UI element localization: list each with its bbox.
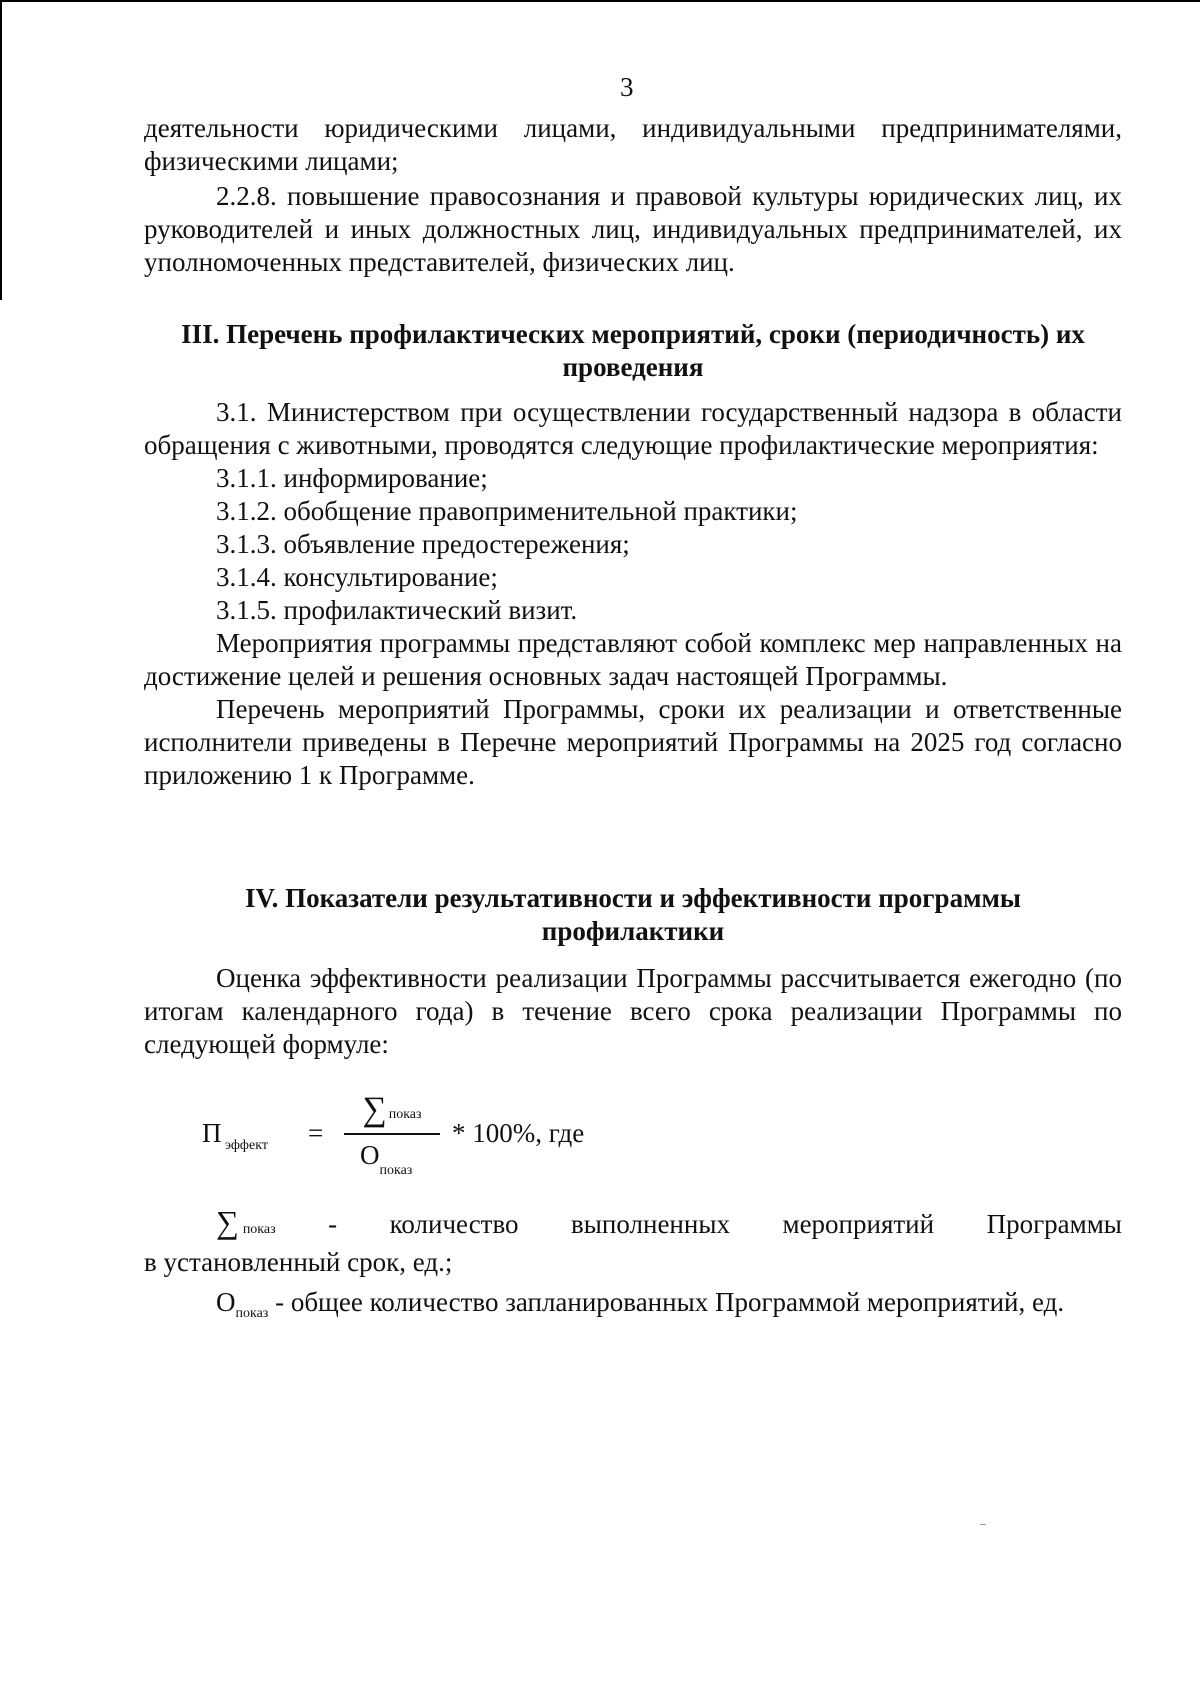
scan-border-top [0,0,1200,2]
intro-line-2: физическими лицами; [144,146,399,176]
intro-line-1: деятельности юридическими лицами, индивидуальными предпринимателями, [144,113,1122,143]
definition-word: количество [389,1209,519,1239]
sum-symbol: ∑ [216,1204,239,1240]
formula-equals: = [308,1118,324,1148]
formula-numerator [342,1090,442,1130]
list-item: 3.1.3. объявление предостережения; [216,529,630,559]
paragraph-measures: Мероприятия программы представляют собой комплекс мер направленных на достижение целей и решения основных задач настоящей Программы. [144,628,1122,691]
list-item: 3.1.5. профилактический визит. [216,595,578,625]
formula-tail: * 100%, где [452,1118,585,1148]
definition-word: мероприятий [782,1209,935,1239]
list-item: 3.1.1. информирование; [216,463,488,493]
definition-sum-line-1 [144,1206,1122,1246]
definition-planned-subscript: показ [235,1306,269,1321]
definition-sum [144,1206,1122,1279]
section-4-heading-line-1: IV. Показатели результативности и эффективности программы [245,883,1021,913]
definition-sum-symbol-group [144,1206,276,1246]
scan-artifact [980,1524,986,1525]
definition-planned-text [144,1286,1122,1324]
formula-denominator-letter: О [360,1140,380,1170]
definition-word: Программы [986,1209,1122,1239]
definition-sum-line-2: в установленный срок, ед.; [144,1247,453,1277]
definition-word: выполненных [571,1209,730,1239]
page-number: 3 [620,72,634,102]
sum-symbol: ∑ [362,1091,387,1128]
formula-lhs: П [202,1118,222,1148]
list-item: 3.1.4. консультирование; [216,562,498,592]
fraction-bar [344,1133,440,1135]
formula-denominator [360,1138,412,1178]
definition-planned-body: - общее количество запланированных Программой мероприятий, ед. [268,1287,1065,1317]
paragraph-evaluation: Оценка эффективности реализации Программы рассчитывается ежегодно (по итогам календарного года) в течение всего срока реализации Программы по следующей формуле: [144,963,1122,1059]
definition-sum-subscript: показ [242,1222,276,1237]
paragraph-3-1: 3.1. Министерством при осуществлении государственный надзора в области обращения с животными, проводятся следующие профилактические мероприятия: [144,397,1122,460]
section-3-heading-line-2: проведения [562,352,704,382]
scan-border-left [0,0,2,300]
section-3-heading-line-1: III. Перечень профилактических мероприятий, сроки (периодичность) их [181,319,1085,349]
section-3-body [144,396,1122,792]
intro-block [144,112,1122,279]
section-4-heading [144,882,1122,948]
section-4-heading-line-2: профилактики [541,916,725,946]
efficiency-formula [202,1090,702,1190]
definition-planned [144,1286,1122,1324]
definition-dash: - [328,1209,338,1239]
definition-planned-letter: О [216,1287,236,1317]
section-4-body [144,962,1122,1061]
list-item: 3.1.2. обобщение правоприменительной практики; [216,496,798,526]
formula-numerator-subscript: показ [388,1107,422,1122]
paragraph-measures-list: Перечень мероприятий Программы, сроки их реализации и ответственные исполнители приведены в Перечне мероприятий Программы на 2025 год согласно приложению 1 к Программе. [144,694,1122,790]
formula-denominator-subscript: показ [379,1163,413,1178]
item-2-2-8: 2.2.8. повышение правосознания и правовой культуры юридических лиц, их руководителей и иных должностных лиц, индивидуальных предпринимателей, их уполномоченных представителей, физических лиц. [144,181,1122,277]
formula-lhs-subscript: эффект [225,1138,268,1153]
section-3-heading [144,318,1122,384]
